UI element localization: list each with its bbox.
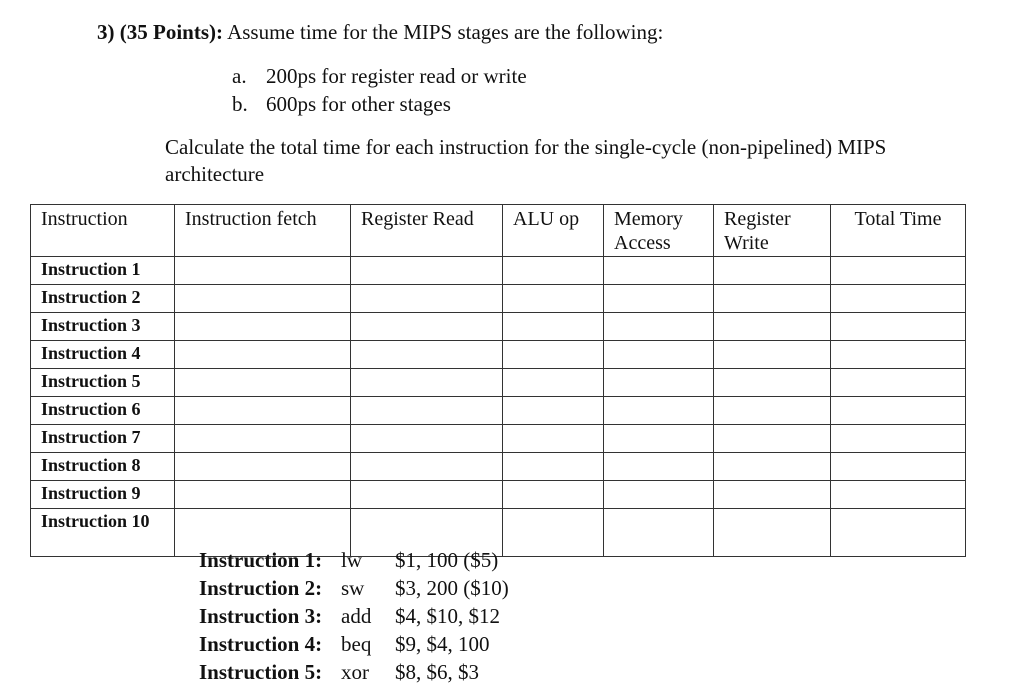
cell-instruction-fetch[interactable] <box>175 397 351 425</box>
cell-register-read[interactable] <box>351 341 503 369</box>
cell-register-read[interactable] <box>351 369 503 397</box>
table-row <box>31 425 966 453</box>
cell-total-time[interactable] <box>831 481 966 509</box>
instruction-line <box>199 546 509 574</box>
instruction-label: Instruction 5: <box>199 660 323 684</box>
header-register-write: Register Write <box>714 205 831 257</box>
timing-list <box>232 62 527 118</box>
cell-alu-op[interactable] <box>503 313 604 341</box>
cell-alu-op[interactable] <box>503 257 604 285</box>
cell-total-time[interactable] <box>831 257 966 285</box>
cell-memory-access[interactable] <box>604 285 714 313</box>
instruction-opcode: lw <box>341 548 362 572</box>
row-label: Instruction 2 <box>31 285 175 313</box>
cell-total-time[interactable] <box>831 369 966 397</box>
cell-memory-access[interactable] <box>604 257 714 285</box>
calc-instructions: Calculate the total time for each instruction for the single-cycle (non-pipelined) MIPS architecture <box>165 135 887 186</box>
instruction-opcode: add <box>341 604 372 628</box>
table-row <box>31 369 966 397</box>
row-label: Instruction 6 <box>31 397 175 425</box>
table-row <box>31 341 966 369</box>
cell-memory-access[interactable] <box>604 481 714 509</box>
instruction-operands: $8, $6, $3 <box>395 660 479 684</box>
cell-total-time[interactable] <box>831 397 966 425</box>
cell-memory-access[interactable] <box>604 397 714 425</box>
cell-total-time[interactable] <box>831 453 966 481</box>
timing-item <box>232 90 527 118</box>
instruction-operands: $3, 200 ($10) <box>395 576 509 600</box>
cell-register-read[interactable] <box>351 285 503 313</box>
stage-timing-table <box>30 204 966 557</box>
cell-register-write[interactable] <box>714 397 831 425</box>
cell-total-time[interactable] <box>831 313 966 341</box>
cell-register-read[interactable] <box>351 481 503 509</box>
cell-instruction-fetch[interactable] <box>175 453 351 481</box>
timing-marker: b. <box>232 92 248 116</box>
row-label: Instruction 5 <box>31 369 175 397</box>
cell-memory-access[interactable] <box>604 341 714 369</box>
cell-total-time[interactable] <box>831 509 966 557</box>
table-row <box>31 481 966 509</box>
instruction-opcode: xor <box>341 660 369 684</box>
cell-instruction-fetch[interactable] <box>175 285 351 313</box>
question-text: Assume time for the MIPS stages are the following: <box>227 20 664 44</box>
cell-total-time[interactable] <box>831 425 966 453</box>
table-header-row <box>31 205 966 257</box>
cell-alu-op[interactable] <box>503 341 604 369</box>
cell-instruction-fetch[interactable] <box>175 341 351 369</box>
cell-register-write[interactable] <box>714 341 831 369</box>
row-label: Instruction 10 <box>31 509 175 557</box>
cell-instruction-fetch[interactable] <box>175 481 351 509</box>
header-memory-access: Memory Access <box>604 205 714 257</box>
cell-instruction-fetch[interactable] <box>175 369 351 397</box>
cell-instruction-fetch[interactable] <box>175 257 351 285</box>
cell-register-write[interactable] <box>714 481 831 509</box>
header-alu-op: ALU op <box>503 205 604 257</box>
header-total-time: Total Time <box>831 205 966 257</box>
instruction-operands: $1, 100 ($5) <box>395 548 499 572</box>
table-row <box>31 257 966 285</box>
instruction-list <box>199 546 509 686</box>
cell-memory-access[interactable] <box>604 313 714 341</box>
instruction-operands: $9, $4, 100 <box>395 632 490 656</box>
instruction-label: Instruction 1: <box>199 548 323 572</box>
cell-alu-op[interactable] <box>503 397 604 425</box>
header-instruction-fetch: Instruction fetch <box>175 205 351 257</box>
cell-register-read[interactable] <box>351 397 503 425</box>
cell-register-read[interactable] <box>351 313 503 341</box>
cell-register-write[interactable] <box>714 425 831 453</box>
cell-alu-op[interactable] <box>503 481 604 509</box>
cell-total-time[interactable] <box>831 285 966 313</box>
timing-marker: a. <box>232 64 247 88</box>
header-instruction: Instruction <box>31 205 175 257</box>
table-row <box>31 313 966 341</box>
row-label: Instruction 7 <box>31 425 175 453</box>
instruction-line <box>199 602 509 630</box>
instruction-line <box>199 630 509 658</box>
timing-text: 600ps for other stages <box>266 92 451 116</box>
cell-alu-op[interactable] <box>503 425 604 453</box>
cell-alu-op[interactable] <box>503 509 604 557</box>
cell-instruction-fetch[interactable] <box>175 425 351 453</box>
row-label: Instruction 4 <box>31 341 175 369</box>
cell-register-read[interactable] <box>351 257 503 285</box>
cell-register-write[interactable] <box>714 313 831 341</box>
cell-register-write[interactable] <box>714 453 831 481</box>
row-label: Instruction 9 <box>31 481 175 509</box>
cell-alu-op[interactable] <box>503 453 604 481</box>
instruction-opcode: beq <box>341 632 372 656</box>
header-register-read: Register Read <box>351 205 503 257</box>
timing-text: 200ps for register read or write <box>266 64 527 88</box>
row-label: Instruction 1 <box>31 257 175 285</box>
cell-alu-op[interactable] <box>503 369 604 397</box>
cell-register-write[interactable] <box>714 285 831 313</box>
cell-alu-op[interactable] <box>503 285 604 313</box>
table-row <box>31 453 966 481</box>
cell-register-read[interactable] <box>351 453 503 481</box>
cell-memory-access[interactable] <box>604 369 714 397</box>
cell-instruction-fetch[interactable] <box>175 313 351 341</box>
instruction-label: Instruction 2: <box>199 576 323 600</box>
cell-register-write[interactable] <box>714 257 831 285</box>
instruction-label: Instruction 4: <box>199 632 323 656</box>
table-row <box>31 397 966 425</box>
cell-total-time[interactable] <box>831 341 966 369</box>
instruction-operands: $4, $10, $12 <box>395 604 500 628</box>
question-number: 3) (35 Points): <box>97 20 223 44</box>
row-label: Instruction 8 <box>31 453 175 481</box>
question-heading <box>97 20 663 45</box>
instruction-label: Instruction 3: <box>199 604 323 628</box>
cell-memory-access[interactable] <box>604 453 714 481</box>
row-label: Instruction 3 <box>31 313 175 341</box>
cell-register-write[interactable] <box>714 509 831 557</box>
cell-register-write[interactable] <box>714 369 831 397</box>
cell-memory-access[interactable] <box>604 509 714 557</box>
cell-register-read[interactable] <box>351 425 503 453</box>
table-row <box>31 285 966 313</box>
instruction-opcode: sw <box>341 576 365 600</box>
cell-memory-access[interactable] <box>604 425 714 453</box>
instruction-line <box>199 574 509 602</box>
instruction-line <box>199 658 509 686</box>
timing-item <box>232 62 527 90</box>
